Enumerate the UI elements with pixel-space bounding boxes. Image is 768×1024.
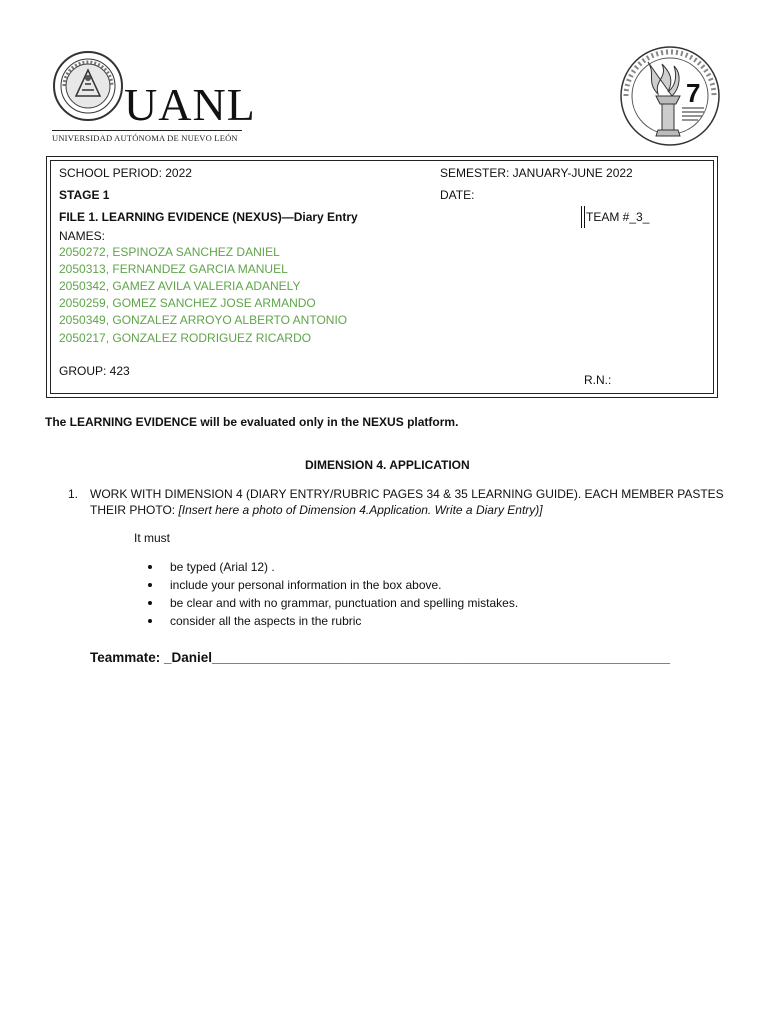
item-line-2 — [90, 503, 543, 518]
student-name: 2050349, GONZALEZ ARROYO ALBERTO ANTONIO — [59, 313, 348, 327]
uanl-seal-icon — [52, 50, 124, 122]
it-must-label: It must — [134, 531, 171, 545]
evaluation-note: The LEARNING EVIDENCE will be evaluated only in the NEXUS platform. — [45, 415, 459, 429]
prepa-number: 7 — [686, 78, 701, 108]
group: GROUP: 423 — [59, 364, 130, 378]
info-box — [46, 156, 718, 398]
student-name: 2050272, ESPINOZA SANCHEZ DANIEL — [59, 245, 280, 259]
torch-emblem-icon — [618, 44, 722, 148]
student-name: 2050342, GAMEZ AVILA VALERIA ADANELY — [59, 279, 301, 293]
bullet-icon — [148, 565, 152, 569]
date-label: DATE: — [440, 188, 475, 202]
teammate-line: Teammate: _Daniel_____________________________________________________________ — [90, 650, 671, 665]
requirement-item: be clear and with no grammar, punctuation and spelling mistakes. — [170, 596, 519, 610]
team-divider — [581, 206, 585, 228]
dimension-title: DIMENSION 4. APPLICATION — [305, 458, 470, 472]
bullet-icon — [148, 619, 152, 623]
item-number: 1. — [68, 487, 79, 501]
requirement-item: be typed (Arial 12) . — [170, 560, 275, 574]
file-title: FILE 1. LEARNING EVIDENCE (NEXUS)—Diary Entry — [59, 210, 358, 224]
prepa-7-logo — [618, 44, 722, 148]
requirement-item: consider all the aspects in the rubric — [170, 614, 362, 628]
bullet-icon — [148, 583, 152, 587]
item-line-2-prefix: THEIR PHOTO: — [90, 503, 179, 517]
item-line-1: WORK WITH DIMENSION 4 (DIARY ENTRY/RUBRIC PAGES 34 & 35 LEARNING GUIDE). EACH MEMBER PASTES — [90, 487, 724, 501]
requirement-item: include your personal information in the box above. — [170, 578, 442, 592]
bullet-icon — [148, 601, 152, 605]
student-name: 2050259, GOMEZ SANCHEZ JOSE ARMANDO — [59, 296, 316, 310]
info-box-inner — [50, 160, 714, 394]
team-number: TEAM #_3_ — [586, 210, 650, 224]
rn-label: R.N.: — [584, 373, 612, 387]
university-name: UNIVERSIDAD AUTÓNOMA DE NUEVO LEÓN — [52, 133, 238, 143]
student-name: 2050313, FERNANDEZ GARCIA MANUEL — [59, 262, 288, 276]
student-name: 2050217, GONZALEZ RODRIGUEZ RICARDO — [59, 331, 312, 345]
item-line-2-instruction: [Insert here a photo of Dimension 4.Application. Write a Diary Entry)] — [178, 503, 543, 517]
names-label: NAMES: — [59, 229, 106, 243]
school-period: SCHOOL PERIOD: 2022 — [59, 166, 192, 180]
uanl-wordmark: UANL — [124, 79, 256, 130]
uanl-rule — [52, 130, 242, 131]
uanl-logo — [44, 46, 256, 146]
stage: STAGE 1 — [59, 188, 110, 202]
semester: SEMESTER: JANUARY-JUNE 2022 — [440, 166, 633, 180]
